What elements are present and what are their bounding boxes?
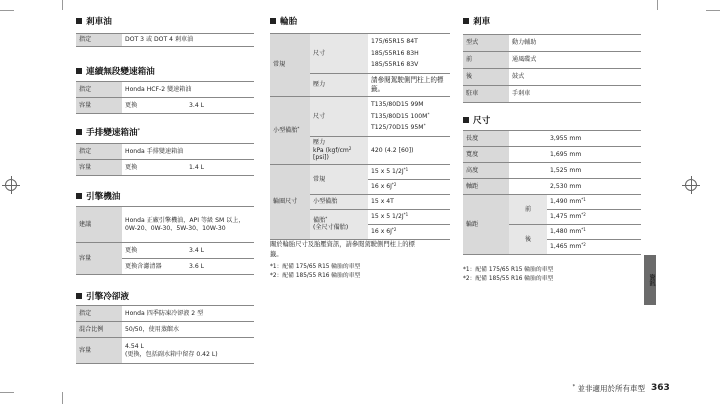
footer-note: * 並非適用於所有車型 (572, 384, 645, 393)
tires-table: 常規 尺寸 175/65R15 84T 185/55R16 83H 185/55R16 83V 壓力 請參閱駕駛側門柱上的標籤。 小型備胎* 尺寸 T135/80D15 99M T135/80D15 100M* T125/70D15 95M* 壓力 kPa ($kgf/cm^2$ [psi]) 420 (4.2 [60]) 輪圈尺寸 常規 15 x 5 $1/2J^{*1}$ 16 x $6J^{*2}$ 小型備胎 15 x 4T 備胎* (全尺寸備胎) 15 x 5 $1/2J^{*1}$ 16 x $6J^{*2}$ (270, 33, 450, 240)
tires-title: 輪胎 (270, 15, 297, 27)
brake-fluid-table: 指定 DOT 3 或 DOT 4 剎車油 (76, 33, 254, 47)
engine-oil-table: 建議 Honda 正廠引擎機油，API 等級 SM 以上，0W-20、0W-30、5W-30、10W-30 容量 更換 3.4 L 更換含濾清器 3.6 L (76, 206, 254, 275)
engine-oil-title: 引擎機油 (76, 190, 120, 202)
registration-mark-left (2, 176, 20, 194)
cvt-fluid-title: 連續無段變速箱油 (76, 65, 155, 77)
registration-mark-right (682, 176, 700, 194)
crop-mark (0, 392, 14, 393)
crop-mark (62, 392, 63, 404)
brakes-title: 剎車 (463, 15, 490, 27)
manual-trans-title: 手排變速箱油* (76, 126, 140, 138)
dimensions-table: 長度 3,955 mm 寬度 1,695 mm 高度 1,525 mm 軸距 2,530 mm 輪距 前 1,490 $mm^{*1}$ 1,475 $mm^{*2}$ 後 1,480 $mm^{*1}$ 1,465 $mm^{*2}$ (463, 130, 641, 255)
crop-mark (0, 10, 14, 11)
page-number: 363 (651, 383, 670, 393)
manual-trans-table: 指定 Honda 手排變速箱油 容量 更換 1.4 L (76, 143, 254, 176)
brakes-table: 型式 動力輔助 前 通風碟式 後 鼓式 駐車 手剎車 (463, 34, 641, 103)
tire-footnotes: *1：配備 175/65 R15 輪胎的車型 *2：配備 185/55 R16 輪胎的車型 (270, 264, 361, 279)
crop-mark (657, 0, 658, 10)
dimension-footnotes: *1：配備 175/65 R15 輪胎的車型 *2：配備 185/55 R16 輪胎的車型 (463, 267, 554, 282)
side-tab-label: 資訊 (648, 274, 655, 286)
dimensions-title: 尺寸 (463, 114, 490, 126)
cvt-fluid-table: 指定 Honda HCF-2 變速箱油 容量 更換 3.4 L (76, 81, 254, 114)
coolant-title: 引擎冷卻液 (76, 290, 129, 302)
crop-mark (62, 0, 63, 10)
crop-mark (706, 10, 720, 11)
brake-fluid-title: 剎車油 (76, 15, 112, 27)
coolant-table: 指定 Honda 四季防凍冷卻液 2 型 混合比例 50/50，使用蒸餾水 容量 4.54 L (更換，包括副水箱中留存 0.42 L) (76, 305, 254, 364)
tire-note: 關於輪胎尺寸及胎壓資訊，請參閱駕駛側門柱上的標 籤。 (270, 241, 415, 259)
